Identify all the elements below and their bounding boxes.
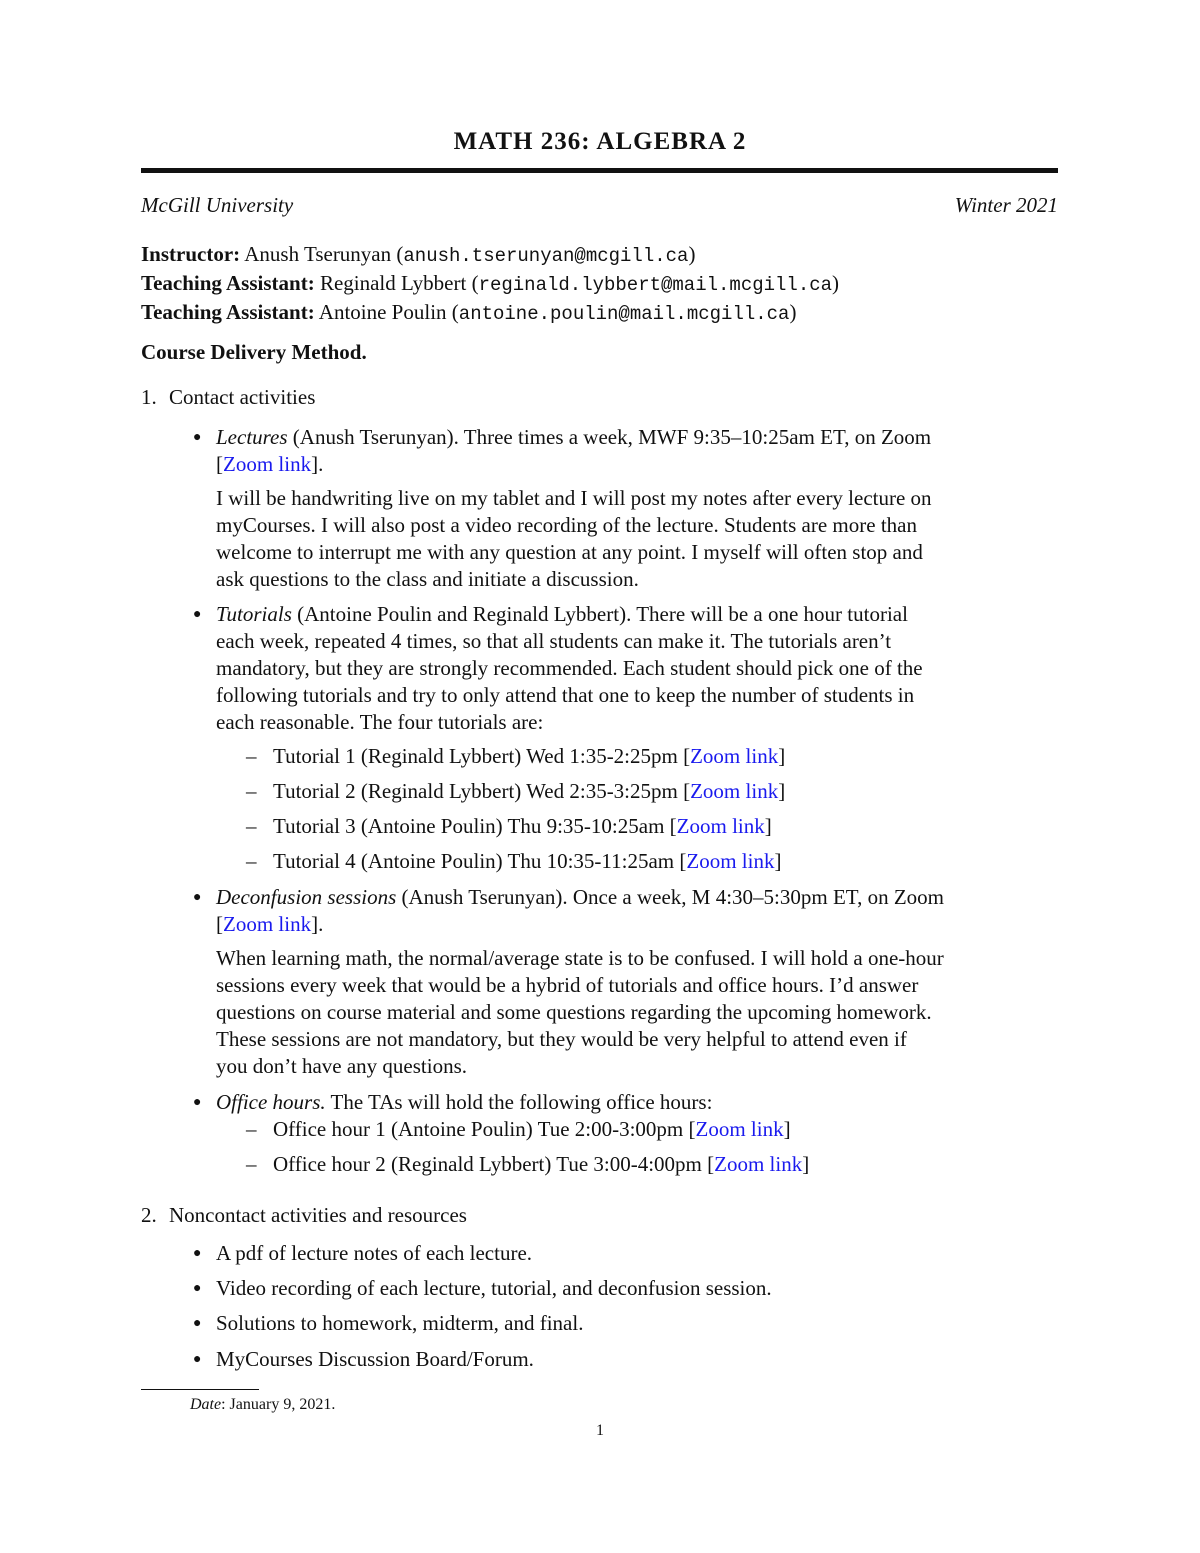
footnote-label: Date bbox=[190, 1396, 222, 1413]
dash-icon: – bbox=[246, 814, 257, 838]
staff-name: Reginald Lybbert bbox=[319, 271, 467, 295]
staff-name: Anush Tserunyan bbox=[244, 242, 392, 266]
tutorial-zoom-link[interactable]: Zoom link bbox=[690, 744, 779, 768]
office-hour-zoom-link[interactable]: Zoom link bbox=[695, 1117, 784, 1141]
tutorial-zoom-link[interactable]: Zoom link bbox=[690, 779, 779, 803]
bullet-icon: ● bbox=[193, 1246, 202, 1261]
dash-icon: – bbox=[246, 744, 257, 768]
deconfusion-text: (Anush Tserunyan). Once a week, M 4:30–5:30pm ET, on Zoom bbox=[396, 885, 944, 909]
lectures-desc-line: ask questions to the class and initiate a discussion. bbox=[216, 567, 639, 591]
term: Winter 2021 bbox=[954, 193, 1058, 217]
title-rule bbox=[141, 168, 1058, 173]
footnote-text: : January 9, 2021. bbox=[221, 1396, 336, 1413]
bullet-icon: ● bbox=[193, 890, 202, 905]
staff-instructor: Instructor: Anush Tserunyan (anush.tserunyan@mcgill.ca) bbox=[141, 242, 696, 267]
bullet-icon: ● bbox=[193, 1095, 202, 1110]
document-page: MATH 236: ALGEBRA 2 McGill University Winter 2021 Instructor: Anush Tserunyan (anush.tserunyan@mcgill.ca) Teaching Assistant: Reginald Lybbert (reginald.lybbert@mail.mcgill.ca) Teaching Assistant: Antoine Poulin (antoine.poulin@mail.mcgill.ca) Course Delivery Method. 1. Contact activities ● Lectures (Anush Tserunyan). Three times a week, MWF 9:35–10:25am ET, on Zoom [Zoom link]. I will be handwriting live on my tablet and I will post my notes after every lecture on myCourses. I will also post a video recording of the lecture. Students are more than welcome to interrupt me with any question at any point. I myself will often stop and ask questions to the class and initiate a discussion. ● Tutorials (Antoine Poulin and Reginald Lybbert). There will be a one hour tutorial each week, repeated 4 times, so that all students can make it. The tutorials aren’t mandatory, but they are strongly recommended. Each student should pick one of the following tutorials and try to only attend that one to keep the number of students in each reasonable. The four tutorials are: – Tutorial 1 (Reginald Lybbert) Wed 1:35-2:25pm [Zoom link] – Tutorial 2 (Reginald Lybbert) Wed 2:35-3:25pm [Zoom link] – Tutorial 3 (Antoine Poulin) Thu 9:35-10:25am [Zoom link] – Tutorial 4 (Antoine Poulin) Thu 10:35-11:25am [Zoom link] ● Deconfusion sessions (Anush Tserunyan). Once a week, M 4:30–5:30pm ET, on Zoom [Zoom link]. When learning math, the normal/average state is to be confused. I will hold a one-hour sessions every week that would be a hybrid of tutorials and office hours. I’d answer questions on course material and some questions regarding the upcoming homework. These sessions are not mandatory, but they would be very helpful to attend even if you don’t have any questions. ● Office hours. The TAs will hold the following office hours: – Office hour 1 (Antoine Poulin) Tue 2:00-3:00pm [Zoom link] – Office hour 2 (Reginald Lybbert) Tue 3:00-4:00pm [Zoom link] 2. Noncontact activities and resources ● A pdf of lecture notes of each lecture. ● Video recording of each lecture, tutorial, and deconfusion session. ● Solutions to homework, midterm, and final. ● MyCourses Discussion Board/Forum. Date: January 9, 2021. 1 bbox=[0, 0, 1200, 1553]
list-heading: Noncontact activities and resources bbox=[169, 1203, 467, 1227]
office-hour-text: Office hour 1 (Antoine Poulin) Tue 2:00-3:00pm bbox=[273, 1117, 689, 1141]
list-number: 2. bbox=[141, 1203, 157, 1227]
bullet-icon: ● bbox=[193, 1352, 202, 1367]
dash-icon: – bbox=[246, 779, 257, 803]
tutorials-label: Tutorials bbox=[216, 602, 292, 626]
deconfusion-desc-line: you don’t have any questions. bbox=[216, 1054, 467, 1078]
footnote bbox=[190, 1396, 335, 1414]
staff-role: Teaching Assistant: bbox=[141, 300, 315, 324]
bullet-icon: ● bbox=[193, 1316, 202, 1331]
tutorials-text: (Antoine Poulin and Reginald Lybbert). There will be a one hour tutorial bbox=[291, 602, 908, 626]
office-hours-text: The TAs will hold the following office hours: bbox=[325, 1090, 713, 1114]
office-hour-text: Office hour 2 (Reginald Lybbert) Tue 3:00-4:00pm bbox=[273, 1152, 708, 1176]
deconfusion-desc-line: questions on course material and some questions regarding the upcoming homework. bbox=[216, 1000, 932, 1024]
bullet-icon: ● bbox=[193, 430, 202, 445]
tutorials-line: each reasonable. The four tutorials are: bbox=[216, 710, 544, 734]
tutorial-text: Tutorial 2 (Reginald Lybbert) Wed 2:35-3:25pm bbox=[273, 779, 684, 803]
institution: McGill University bbox=[141, 193, 294, 217]
staff-role: Teaching Assistant: bbox=[141, 271, 315, 295]
lectures-label: Lectures bbox=[216, 425, 288, 449]
tutorial-text: Tutorial 3 (Antoine Poulin) Thu 9:35-10:25am bbox=[273, 814, 670, 838]
lectures-desc-line: myCourses. I will also post a video recording of the lecture. Students are more than bbox=[216, 513, 917, 537]
tutorial-zoom-link[interactable]: Zoom link bbox=[686, 849, 775, 873]
deconfusion-zoom-link[interactable]: Zoom link bbox=[223, 912, 312, 936]
resource-text: Solutions to homework, midterm, and final. bbox=[216, 1311, 584, 1335]
tutorials-line: mandatory, but they are strongly recommended. Each student should pick one of the bbox=[216, 656, 923, 680]
lectures-desc-line: welcome to interrupt me with any question at any point. I myself will often stop and bbox=[216, 540, 923, 564]
tutorial-zoom-link[interactable]: Zoom link bbox=[676, 814, 765, 838]
header-meta bbox=[141, 193, 1058, 218]
staff-ta-2: Teaching Assistant: Antoine Poulin (antoine.poulin@mail.mcgill.ca) bbox=[141, 300, 797, 325]
staff-ta-1: Teaching Assistant: Reginald Lybbert (reginald.lybbert@mail.mcgill.ca) bbox=[141, 271, 840, 296]
resource-text: Video recording of each lecture, tutorial, and deconfusion session. bbox=[216, 1276, 772, 1300]
tutorials-line: following tutorials and try to only attend that one to keep the number of students in bbox=[216, 683, 915, 707]
dash-icon: – bbox=[246, 1117, 257, 1141]
staff-role: Instructor: bbox=[141, 242, 241, 266]
bullet-icon: ● bbox=[193, 1281, 202, 1296]
tutorial-text: Tutorial 4 (Antoine Poulin) Thu 10:35-11:25am bbox=[273, 849, 680, 873]
staff-email[interactable]: anush.tserunyan@mcgill.ca bbox=[403, 245, 689, 267]
list-heading: Contact activities bbox=[169, 385, 316, 409]
document-title: MATH 236: ALGEBRA 2 bbox=[453, 128, 747, 155]
office-hour-zoom-link[interactable]: Zoom link bbox=[714, 1152, 803, 1176]
deconfusion-desc-line: These sessions are not mandatory, but they would be very helpful to attend even if bbox=[216, 1027, 907, 1051]
office-hours-label: Office hours. bbox=[216, 1090, 326, 1114]
dash-icon: – bbox=[246, 1152, 257, 1176]
deconfusion-desc-line: When learning math, the normal/average state is to be confused. I will hold a one-hour bbox=[216, 946, 944, 970]
tutorials-line: each week, repeated 4 times, so that all students can make it. The tutorials aren’t bbox=[216, 629, 892, 653]
staff-email[interactable]: antoine.poulin@mail.mcgill.ca bbox=[458, 303, 790, 325]
section-heading: Course Delivery Method. bbox=[141, 340, 367, 364]
dash-icon: – bbox=[246, 849, 257, 873]
lectures-text: (Anush Tserunyan). Three times a week, MWF 9:35–10:25am ET, on Zoom bbox=[287, 425, 932, 449]
tutorial-text: Tutorial 1 (Reginald Lybbert) Wed 1:35-2:25pm bbox=[273, 744, 684, 768]
lectures-desc-line: I will be handwriting live on my tablet and I will post my notes after every lecture on bbox=[216, 486, 932, 510]
deconfusion-label: Deconfusion sessions bbox=[216, 885, 397, 909]
staff-name: Antoine Poulin bbox=[318, 300, 447, 324]
staff-email[interactable]: reginald.lybbert@mail.mcgill.ca bbox=[478, 274, 833, 296]
staff-list bbox=[141, 240, 1071, 327]
bullet-icon: ● bbox=[193, 607, 202, 622]
resource-text: MyCourses Discussion Board/Forum. bbox=[216, 1347, 534, 1371]
resource-text: A pdf of lecture notes of each lecture. bbox=[216, 1241, 533, 1265]
deconfusion-desc-line: sessions every week that would be a hybrid of tutorials and office hours. I’d answer bbox=[216, 973, 919, 997]
list-number: 1. bbox=[141, 385, 157, 409]
lectures-zoom-link[interactable]: Zoom link bbox=[223, 452, 312, 476]
footnote-rule bbox=[141, 1389, 259, 1390]
page-number: 1 bbox=[596, 1422, 604, 1439]
